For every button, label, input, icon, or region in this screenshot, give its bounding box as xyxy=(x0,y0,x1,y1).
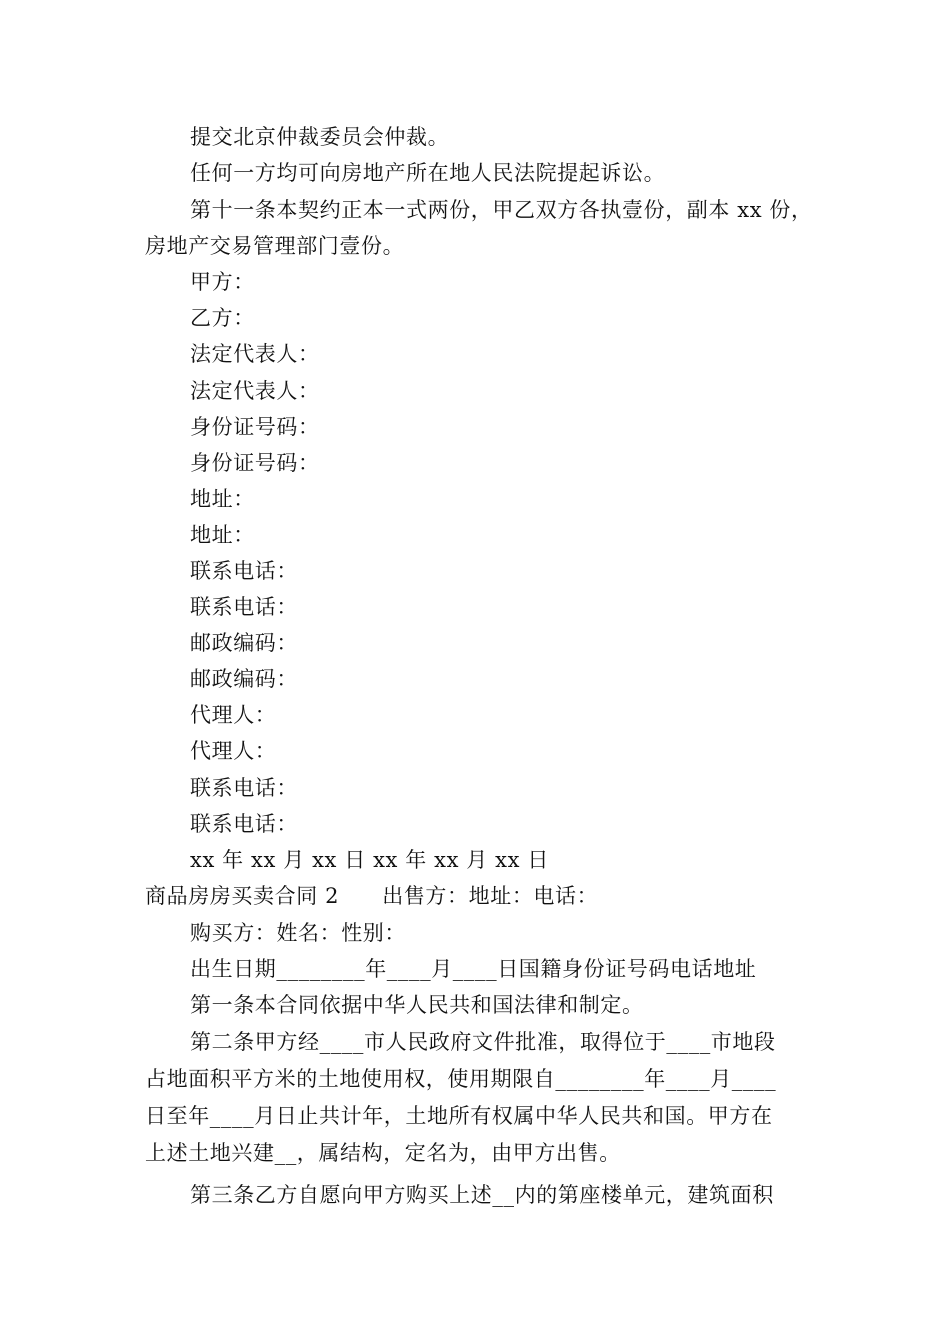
text-line: 提交北京仲裁委员会仲裁。 xyxy=(190,125,450,149)
text-line: 日至年____月日止共计年，土地所有权属中华人民共和国。甲方在 xyxy=(145,1104,773,1128)
text-line: 代理人： xyxy=(190,703,277,727)
text-line: 第一条本合同依据中华人民共和国法律和制定。 xyxy=(190,993,644,1017)
text-line: 乙方： xyxy=(190,306,255,330)
text-line: 联系电话： xyxy=(190,559,298,583)
text-line: xx 年 xx 月 xx 日 xx 年 xx 月 xx 日 xyxy=(190,848,549,872)
text-line: 地址： xyxy=(190,487,255,511)
text-line: 代理人： xyxy=(190,739,277,763)
text-line: 地址： xyxy=(190,523,255,547)
text-line: 占地面积平方米的土地使用权，使用期限自________年____月____ xyxy=(145,1067,777,1091)
text-line: 购买方：姓名：性别： xyxy=(190,921,406,945)
text-line: 第三条乙方自愿向甲方购买上述__内的第座楼单元，建筑面积 xyxy=(190,1183,774,1207)
text-line: 上述土地兴建__，属结构，定名为，由甲方出售。 xyxy=(145,1141,621,1165)
text-line: 房地产交易管理部门壹份。 xyxy=(145,234,405,258)
text-line: 身份证号码： xyxy=(190,415,320,439)
text-line: 联系电话： xyxy=(190,776,298,800)
text-line: 第二条甲方经____市人民政府文件批准，取得位于____市地段 xyxy=(190,1030,776,1054)
text-line: 联系电话： xyxy=(190,812,298,836)
text-line: 甲方： xyxy=(190,270,255,294)
text-line: 法定代表人： xyxy=(190,379,320,403)
text-line: 身份证号码： xyxy=(190,451,320,475)
text-line: 第十一条本契约正本一式两份，甲乙双方各执壹份，副本 xx 份， xyxy=(190,198,813,222)
text-line: 任何一方均可向房地产所在地人民法院提起诉讼。 xyxy=(190,161,666,185)
text-line: 邮政编码： xyxy=(190,667,298,691)
text-line: 联系电话： xyxy=(190,595,298,619)
text-line: 出生日期________年____月____日国籍身份证号码电话地址 xyxy=(190,957,757,981)
text-line: 邮政编码： xyxy=(190,631,298,655)
text-line: 法定代表人： xyxy=(190,342,320,366)
section-heading-line: 商品房房买卖合同 2 出售方：地址：电话： xyxy=(145,884,599,908)
